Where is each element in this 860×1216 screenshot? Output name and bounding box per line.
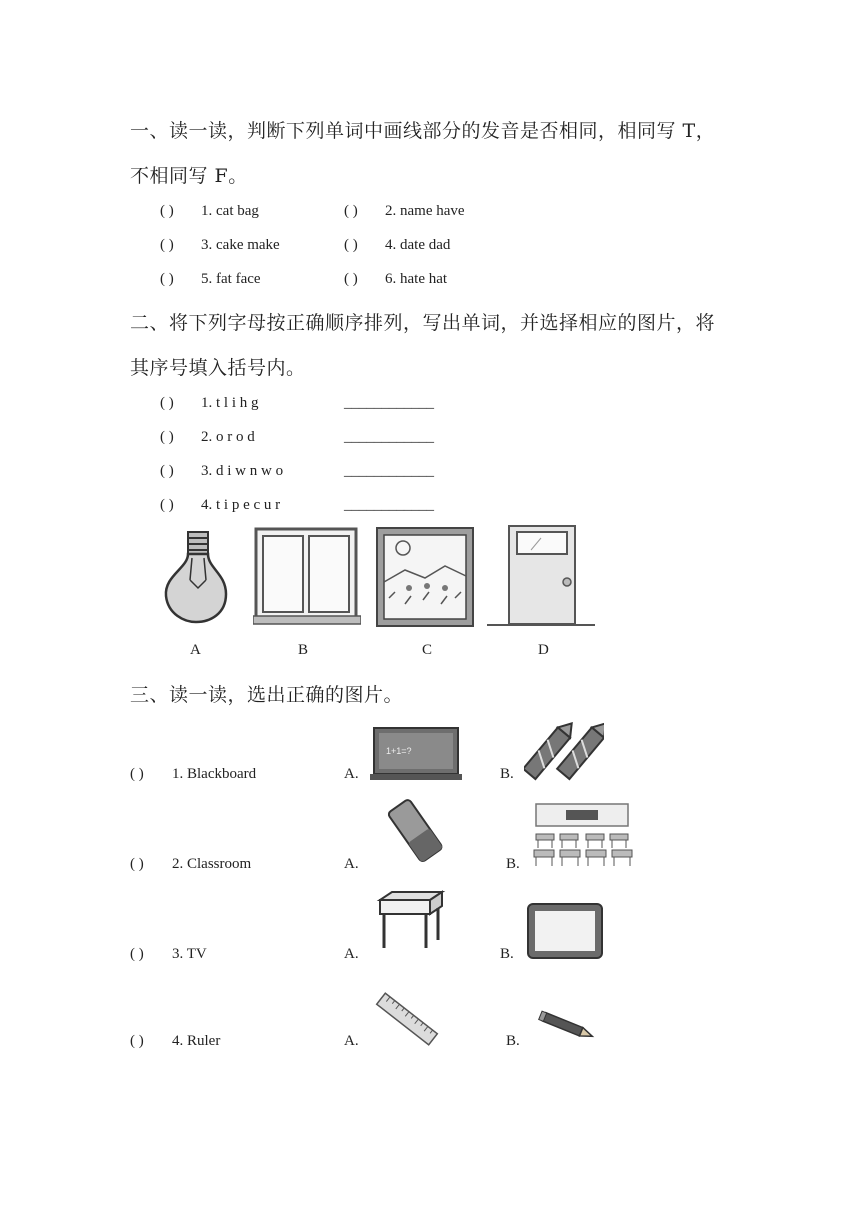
answer-paren[interactable]: ( ): [160, 497, 174, 513]
desk-icon[interactable]: [374, 890, 446, 952]
option-a-label[interactable]: A.: [344, 856, 359, 872]
question-text: 6. hate hat: [385, 271, 448, 287]
picture-label: B: [298, 642, 309, 658]
answer-paren[interactable]: ( ): [130, 766, 144, 782]
question-text: 3. cake make: [201, 237, 280, 253]
section1-instruction-line1: 一、读一读，判断下列单词中画线部分的发音是否相同，相同写 T，: [130, 120, 716, 142]
scrambled-word: 3. d i w n w o: [201, 463, 284, 479]
answer-paren[interactable]: ( ): [160, 271, 174, 287]
section2-instruction-line1: 二、将下列字母按正确顺序排列，写出单词，并选择相应的图片，将: [130, 312, 716, 334]
scrambled-word: 4. t i p e c u r: [201, 497, 281, 513]
section3-instruction: 三、读一读，选出正确的图片。: [130, 684, 404, 706]
question-text: 1. Blackboard: [172, 766, 257, 782]
answer-paren[interactable]: ( ): [130, 946, 144, 962]
answer-paren[interactable]: ( ): [344, 203, 358, 219]
option-b-label[interactable]: B.: [500, 946, 514, 962]
pencil-icon[interactable]: [538, 1010, 598, 1044]
answer-blank[interactable]: ____________: [344, 429, 434, 445]
tv-icon[interactable]: [526, 900, 604, 962]
blackboard-icon[interactable]: [370, 726, 462, 782]
svg-text:1+1=?: 1+1=?: [386, 746, 412, 756]
crayons-icon[interactable]: [524, 722, 604, 786]
answer-paren[interactable]: ( ): [130, 856, 144, 872]
question-text: 2. name have: [385, 203, 465, 219]
answer-blank[interactable]: ____________: [344, 463, 434, 479]
picture-icon: [375, 526, 475, 628]
answer-paren[interactable]: ( ): [160, 463, 174, 479]
question-text: 4. date dad: [385, 237, 451, 253]
answer-blank[interactable]: ____________: [344, 395, 434, 411]
picture-label: A: [190, 642, 201, 658]
section1-instruction-line2: 不相同写 F。: [130, 165, 248, 187]
answer-paren[interactable]: ( ): [130, 1033, 144, 1049]
answer-paren[interactable]: ( ): [344, 271, 358, 287]
question-text: 4. Ruler: [172, 1033, 221, 1049]
question-text: 2. Classroom: [172, 856, 252, 872]
question-text: 1. cat bag: [201, 203, 259, 219]
option-b-label[interactable]: B.: [506, 1033, 520, 1049]
question-text: 5. fat face: [201, 271, 261, 287]
light-bulb-icon: [160, 528, 232, 624]
scrambled-word: 2. o r o d: [201, 429, 255, 445]
picture-label: C: [422, 642, 433, 658]
answer-paren[interactable]: ( ): [160, 237, 174, 253]
option-a-label[interactable]: A.: [344, 1033, 359, 1049]
ruler-icon[interactable]: [374, 990, 440, 1048]
question-text: 3. TV: [172, 946, 207, 962]
picture-label: D: [538, 642, 549, 658]
answer-paren[interactable]: ( ): [344, 237, 358, 253]
door-icon: [487, 524, 595, 628]
option-a-label[interactable]: A.: [344, 766, 359, 782]
answer-paren[interactable]: ( ): [160, 429, 174, 445]
answer-paren[interactable]: ( ): [160, 203, 174, 219]
eraser-icon[interactable]: [384, 796, 448, 864]
classroom-icon[interactable]: [530, 800, 634, 868]
section2-instruction-line2: 其序号填入括号内。: [130, 357, 306, 379]
option-a-label[interactable]: A.: [344, 946, 359, 962]
option-b-label[interactable]: B.: [506, 856, 520, 872]
window-icon: [253, 526, 361, 626]
answer-paren[interactable]: ( ): [160, 395, 174, 411]
option-b-label[interactable]: B.: [500, 766, 514, 782]
answer-blank[interactable]: ____________: [344, 497, 434, 513]
scrambled-word: 1. t l i h g: [201, 395, 259, 411]
